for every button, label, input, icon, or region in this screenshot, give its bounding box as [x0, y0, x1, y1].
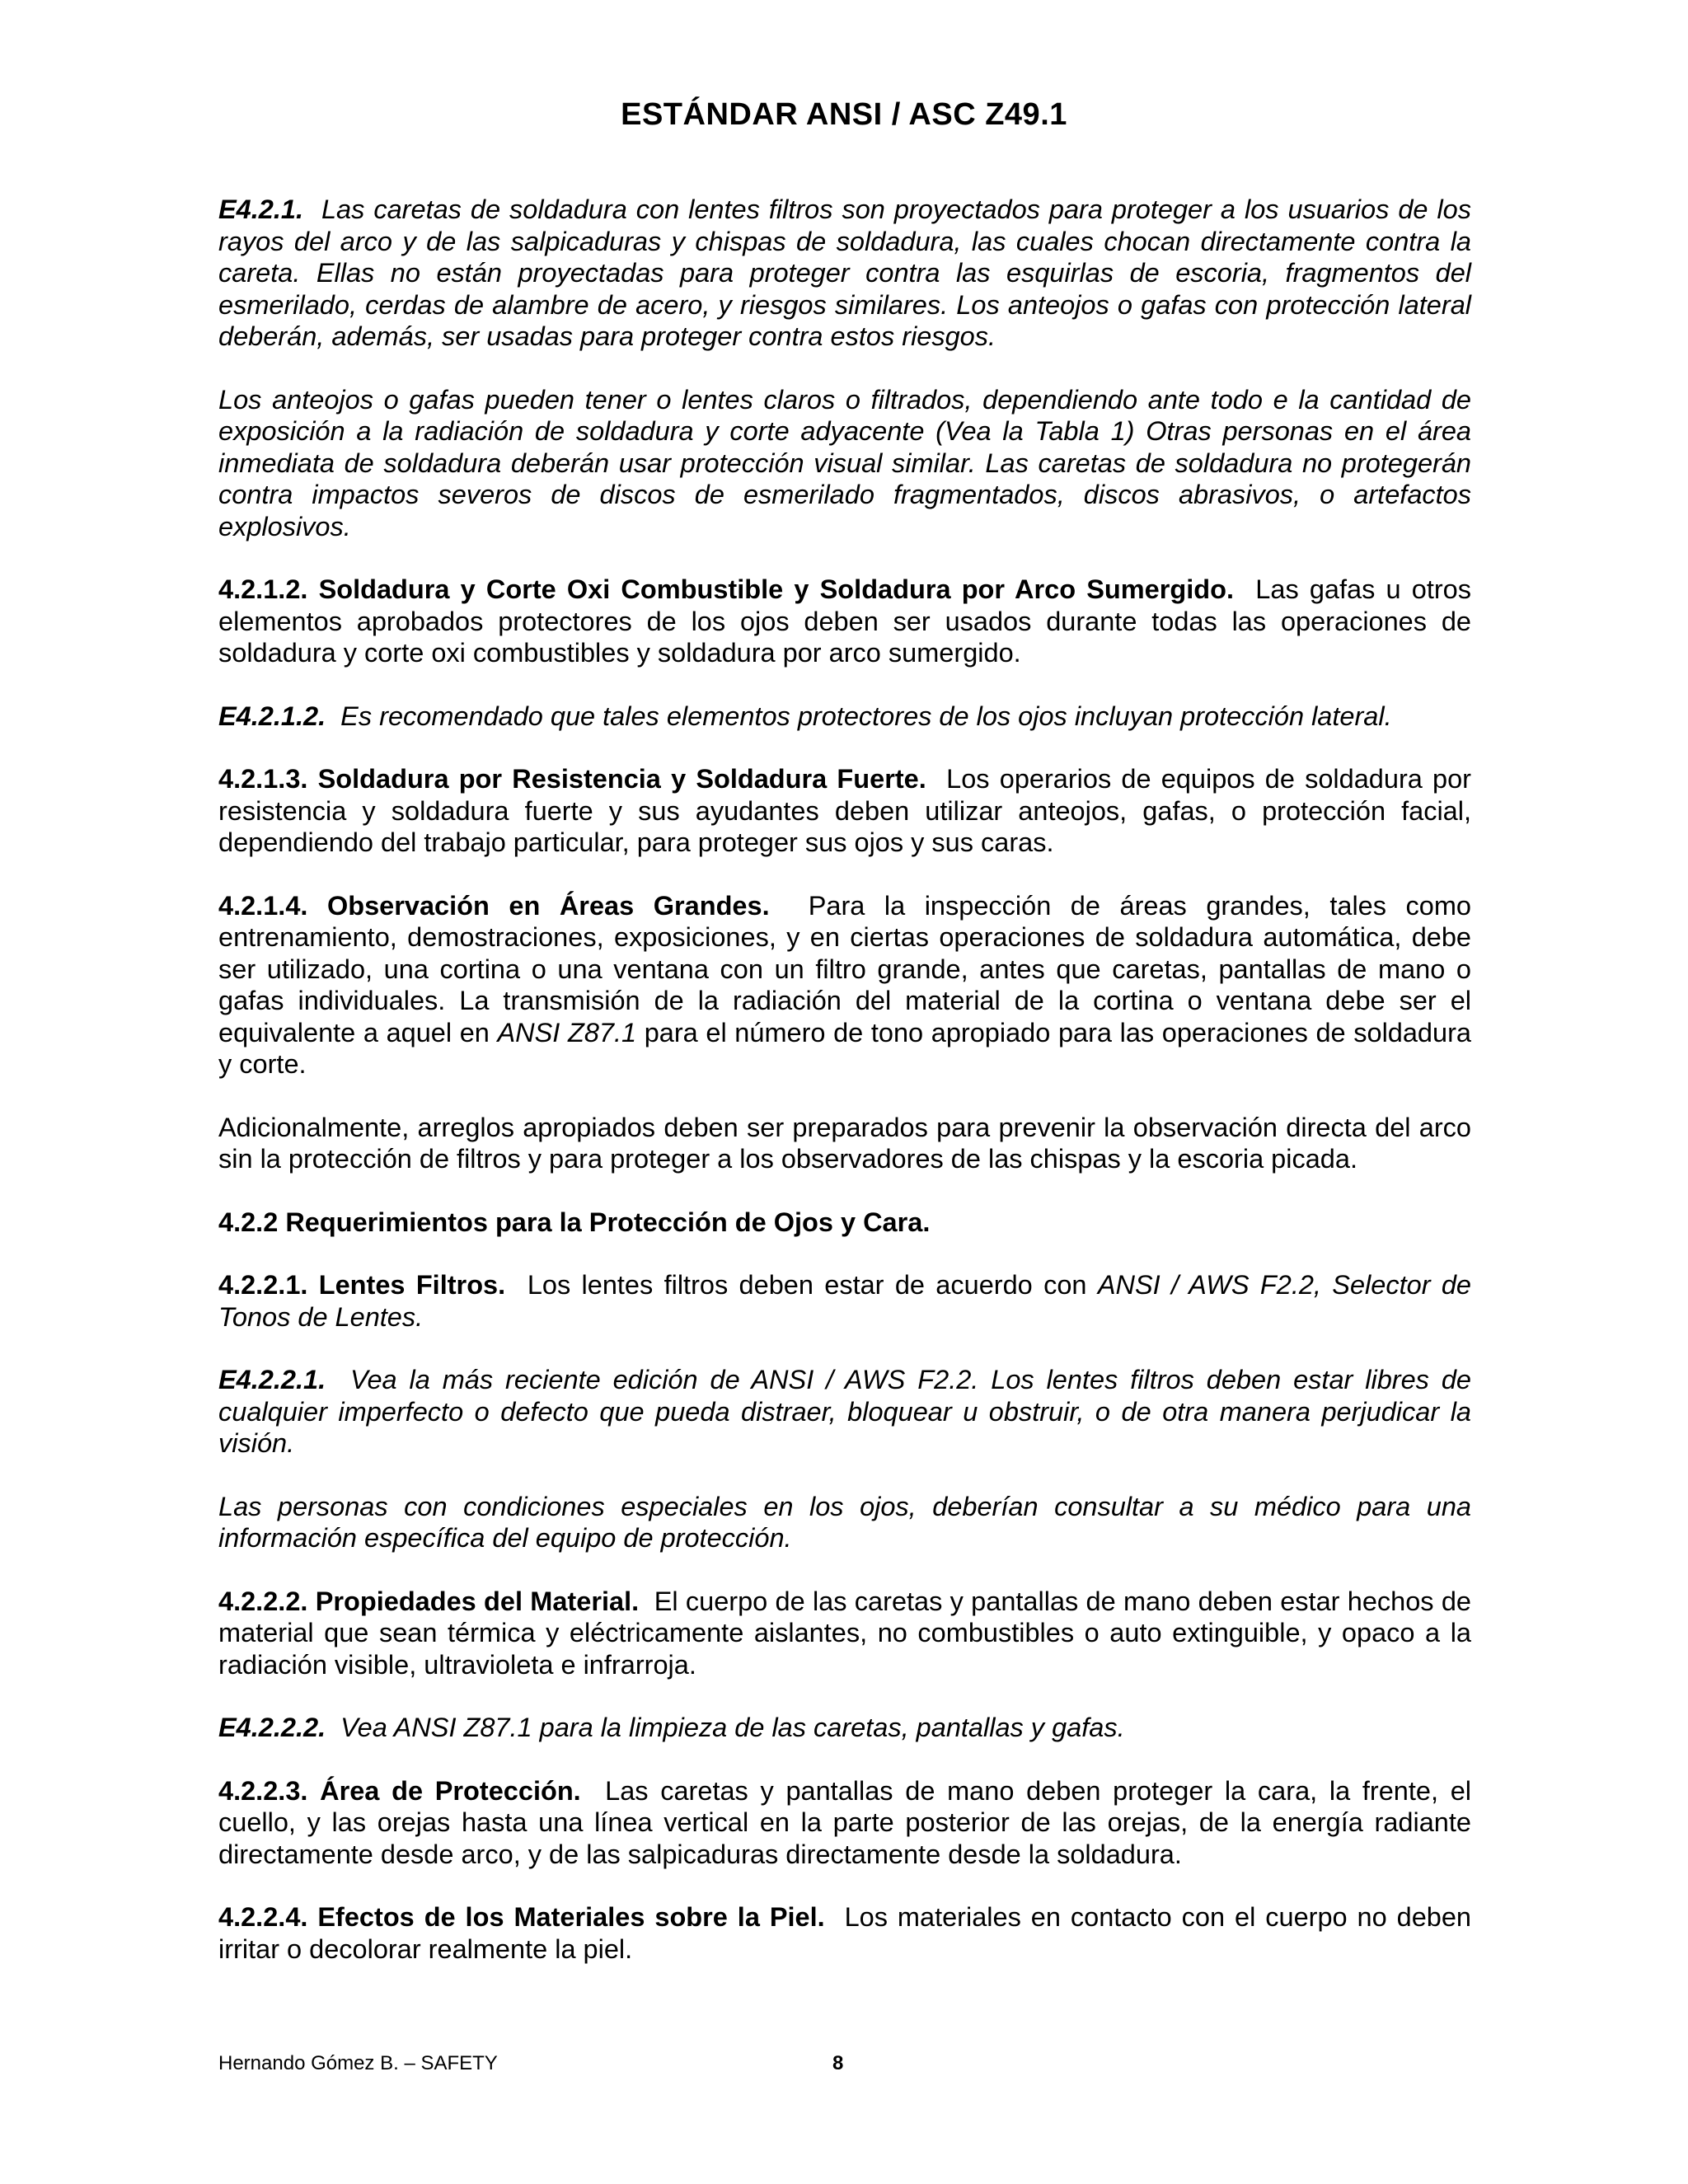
section-heading: 4.2.2.1. Lentes Filtros.: [218, 1270, 506, 1300]
paragraph-4-2-1-3: [218, 763, 1471, 859]
paragraph-text: Los operarios de equipos de soldadura por resistencia y soldadura fuerte y sus ayudantes deben utilizar anteojos, gafas, o protección facial, dependiendo del trabajo particular, para proteger sus ojos y sus caras.: [218, 764, 1472, 857]
standard-reference: ANSI Z87.1: [497, 1017, 637, 1047]
paragraph-text: Las caretas y pantallas de mano deben proteger la cara, la frente, el cuello, y las orejas hasta una línea vertical en la parte posterior de las orejas, de la energía radiante directamente desde arco, y de las salpicaduras directamente desde la soldadura.: [218, 1775, 1471, 1869]
paragraph-additional-arrangements: [218, 1112, 1471, 1175]
paragraph-text: El cuerpo de las caretas y pantallas de mano deben estar hechos de material que sean térmica y eléctricamente aislantes, no combustibles o auto extinguible, y opaco a la radiación visible, ultravioleta e infrarroja.: [218, 1586, 1471, 1680]
section-heading: 4.2.2.2. Propiedades del Material.: [218, 1586, 640, 1616]
page-title: ESTÁNDAR ANSI / ASC Z49.1: [621, 97, 1067, 132]
section-heading: 4.2.1.3. Soldadura por Resistencia y Soldadura Fuerte.: [218, 764, 926, 794]
paragraph-eyewear-note: [218, 384, 1471, 543]
paragraph-e4-2-1-2: [218, 701, 1471, 733]
paragraph-text: Los lentes filtros deben estar de acuerdo con: [527, 1270, 1087, 1300]
section-heading: 4.2.2 Requerimientos para la Protección de Ojos y Cara.: [218, 1207, 931, 1237]
section-id: E4.2.1.: [218, 194, 303, 224]
paragraph-text: Los materiales en contacto con el cuerpo no deben irritar o decolorar realmente la piel.: [218, 1902, 1472, 1964]
paragraph-text: Es recomendado que tales elementos protectores de los ojos incluyan protección lateral.: [340, 701, 1392, 731]
section-id: E4.2.2.1.: [218, 1365, 326, 1394]
page-number: 8: [832, 2052, 844, 2074]
paragraph-4-2-2-1: [218, 1269, 1471, 1333]
paragraph-4-2-1-2: [218, 574, 1471, 669]
paragraph-4-2-1-4: [218, 890, 1471, 1080]
paragraph-text: Para la inspección de áreas grandes, tales como entrenamiento, demostraciones, exposiciones, y en ciertas operaciones de soldadura automática, debe ser utilizado, una cortina o una ventana con un filtro grande, antes que caretas, pantallas de mano o gafas individuales. La transmisión de la radiación del material de la cortina o ventana debe ser el equivalente a aquel en: [218, 890, 1471, 1047]
standard-reference: ANSI / AWS F2.2, Selector de Tonos de Lentes.: [218, 1270, 1471, 1332]
paragraph-text: Adicionalmente, arreglos apropiados deben ser preparados para prevenir la observación directa del arco sin la protección de filtros y para proteger a los observadores de las chispas y la escoria picada.: [218, 1112, 1471, 1174]
section-heading: 4.2.2.3. Área de Protección.: [218, 1775, 581, 1806]
footer-author: Hernando Gómez B. – SAFETY: [218, 2052, 498, 2074]
paragraph-text: Los anteojos o gafas pueden tener o lentes claros o filtrados, dependiendo ante todo e la cantidad de exposición a la radiación de soldadura y corte adyacente (Vea la Tabla 1) Otras personas en el área inmediata de soldadura deberán usar protección visual similar. Las caretas de soldadura no protegerán contra impactos severos de discos de esmerilado fragmentados, discos abrasivos, o artefactos explosivos.: [218, 384, 1471, 541]
paragraph-text: para el número de tono apropiado para las operaciones de soldadura y corte.: [218, 1017, 1471, 1079]
paragraph-e4-2-2-1: [218, 1364, 1471, 1460]
section-heading: 4.2.2.4. Efectos de los Materiales sobre la Piel.: [218, 1902, 825, 1932]
section-heading: 4.2.1.4. Observación en Áreas Grandes.: [218, 890, 770, 921]
document-body: [218, 194, 1471, 1996]
section-id: E4.2.2.2.: [218, 1713, 326, 1742]
paragraph-text: Vea ANSI Z87.1 para la limpieza de las caretas, pantallas y gafas.: [340, 1713, 1125, 1742]
paragraph-text: Las gafas u otros elementos aprobados protectores de los ojos deben ser usados durante todas las operaciones de soldadura y corte oxi combustibles y soldadura por arco sumergido.: [218, 574, 1471, 668]
paragraph-special-conditions: [218, 1491, 1471, 1554]
paragraph-text: Vea la más reciente edición de ANSI / AWS F2.2. Los lentes filtros deben estar libres de cualquier imperfecto o defecto que pueda distraer, bloquear u obstruir, o de otra manera perjudicar la visión.: [218, 1365, 1471, 1458]
paragraph-text: Las personas con condiciones especiales en los ojos, deberían consultar a su médico para una información específica del equipo de protección.: [218, 1491, 1471, 1553]
paragraph-4-2-2: [218, 1207, 1471, 1239]
paragraph-text: Las caretas de soldadura con lentes filtros son proyectados para proteger a los usuarios de los rayos del arco y de las salpicaduras y chispas de soldadura, las cuales chocan directamente contra la careta. Ellas no están proyectadas para proteger contra las esquirlas de escoria, fragmentos del esmerilado, cerdas de alambre de acero, y riesgos similares. Los anteojos o gafas con protección lateral deberán, además, ser usadas para proteger contra estos riesgos.: [218, 194, 1472, 351]
paragraph-e4-2-1: [218, 194, 1471, 353]
section-id: E4.2.1.2.: [218, 701, 326, 731]
section-heading: 4.2.1.2. Soldadura y Corte Oxi Combustible y Soldadura por Arco Sumergido.: [218, 574, 1234, 604]
paragraph-4-2-2-2: [218, 1586, 1471, 1681]
paragraph-4-2-2-4: [218, 1901, 1471, 1965]
paragraph-e4-2-2-2: [218, 1712, 1471, 1744]
paragraph-4-2-2-3: [218, 1775, 1471, 1871]
